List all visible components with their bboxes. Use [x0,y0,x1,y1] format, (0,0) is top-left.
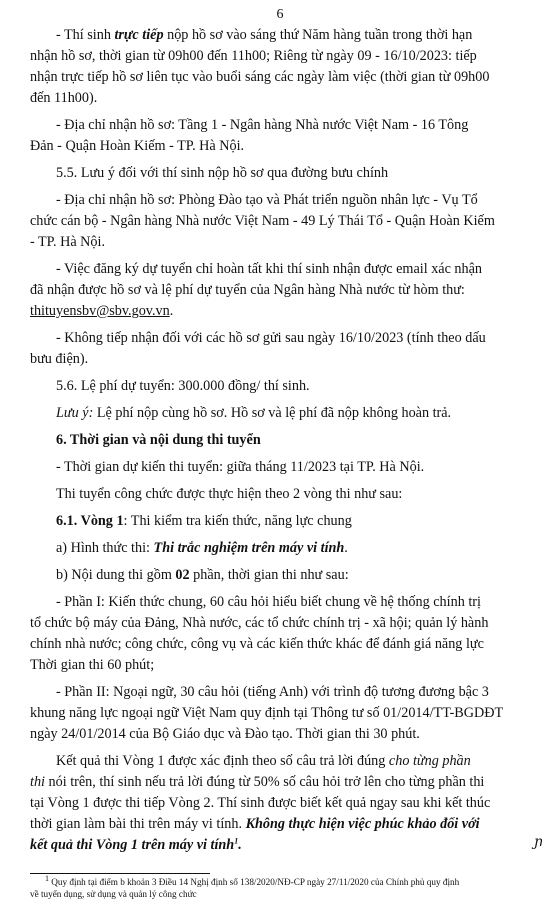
note-label: Lưu ý: [56,405,94,421]
paragraph-exam-content [30,565,560,586]
text: b) Nội dung thi gồm [56,567,176,583]
text: nhận trực tiếp hồ sơ liên tục vào buổi sáng các ngày làm việc (thời gian từ 09h00 [30,69,490,85]
text: . [344,540,348,556]
paragraph-note [30,403,560,424]
emphasis: cho từng phần [388,753,471,769]
text: - Địa chỉ nhận hồ sơ: Phòng Đào tạo và Phát triển nguồn nhân lực - Vụ Tổ [56,192,478,208]
emphasis: thi [30,774,45,790]
text: bưu điện). [30,351,89,367]
paragraph-address-direct [30,115,560,157]
text: - Không tiếp nhận đối với các hồ sơ gửi sau ngày 16/10/2023 (tính theo dấu [56,330,486,346]
footnote-ref[interactable]: 1 [234,836,239,846]
text: đã nhận được hồ sơ và lệ phí dự tuyển của Ngân hàng Nhà nước từ hòm thư: [30,282,465,298]
text: - Phần I: Kiến thức chung, 60 câu hỏi hiểu biết chung về hệ thống chính trị [56,594,481,610]
emphasis-no-review: Không thực hiện việc phúc khảo đối với [245,816,480,832]
text: ngày 24/01/2014 của Bộ Giáo dục và Đào tạo. Thời gian thi 30 phút. [30,726,420,742]
footnote-number: 1 [45,873,49,883]
initials-mark: ɲ [534,834,544,850]
text: : Thi kiểm tra kiến thức, năng lực chung [123,513,352,529]
section-5-6-fee: 5.6. Lệ phí dự tuyển: 300.000 đồng/ thí sinh. [56,378,310,394]
paragraph-round-1-result [30,751,560,856]
text: thời gian làm bài thi trên máy vi tính. [30,816,246,832]
text: chức cán bộ - Ngân hàng Nhà nước Việt Nam - 49 Lý Thái Tổ - Quận Hoàn Kiếm [30,213,495,229]
paragraph-exam-time: - Thời gian dự kiến thi tuyển: giữa tháng 11/2023 tại TP. Hà Nội. [56,459,425,475]
paragraph-part-1 [30,592,560,676]
round-1-label: 6.1. Vòng 1 [56,513,124,529]
paragraph-exam-format [30,538,560,559]
footnote-line: về tuyển dụng, sử dụng và quản lý công chức [30,889,197,899]
section-6-1-heading [30,511,560,532]
text: Thời gian thi 60 phút; [30,657,155,673]
section-6-heading: 6. Thời gian và nội dung thi tuyển [56,432,261,448]
exam-format-emphasis: Thi trắc nghiệm trên máy vi tính [153,540,345,556]
text: - Phần II: Ngoại ngữ, 30 câu hỏi (tiếng Anh) với trình độ tương đương bậc 3 [56,684,489,700]
text: đến 11h00). [30,90,98,106]
text: phần, thời gian thi như sau: [189,567,349,583]
emphasis-no-review: kết quả thi Vòng 1 trên máy vi tính [30,837,235,853]
text: . [238,837,242,853]
text: nộp hồ sơ vào sáng thứ Năm hàng tuần trong thời hạn [163,27,473,43]
document-body [30,25,560,862]
paragraph-direct-submission [30,25,560,109]
text: Lệ phí nộp cùng hồ sơ. Hồ sơ và lệ phí đã nộp không hoàn trả. [93,405,452,421]
text: nhận hồ sơ, thời gian từ 09h00 đến 11h00; Riêng từ ngày 09 - 16/10/2023: tiếp [30,48,477,64]
text: tại Vòng 1 được thi tiếp Vòng 2. Thí sinh được biết kết quả ngay sau khi kết thúc [30,795,491,811]
text: Kết quả thi Vòng 1 được xác định theo số câu trả lời đúng [56,753,389,769]
email-link[interactable]: thituyensbv@sbv.gov.vn [30,303,170,319]
text: - TP. Hà Nội. [30,234,106,250]
text: - Địa chỉ nhận hồ sơ: Tầng 1 - Ngân hàng Nhà nước Việt Nam - 16 Tông [56,117,469,133]
text: nói trên, thí sinh nếu trả lời đúng từ 50% số câu hỏi trở lên cho từng phần thi [44,774,485,790]
paragraph-part-2 [30,682,560,745]
text: a) Hình thức thi: [56,540,154,556]
text: Quy định tại điểm b khoản 3 Điều 14 Nghị định số 138/2020/NĐ-CP ngày 27/11/2020 của Chính phủ quy định [49,877,460,887]
text: - Thí sinh [56,27,115,43]
text: . [169,303,174,319]
footnote-line [30,873,558,888]
paragraph-two-rounds: Thi tuyển công chức được thực hiện theo 2 vòng thi như sau: [56,486,403,502]
text: Đản - Quận Hoàn Kiếm - TP. Hà Nội. [30,138,245,154]
paragraph-address-postal [30,190,560,253]
text: tổ chức bộ máy của Đảng, Nhà nước, các tổ chức chính trị - xã hội; quản lý hành [30,615,489,631]
footnote [30,873,558,900]
footnote-divider [30,873,210,874]
paragraph-email-confirmation [30,259,560,322]
parts-count: 02 [175,567,190,583]
text: - Việc đăng ký dự tuyển chỉ hoàn tất khi thí sinh nhận được email xác nhận [56,261,483,277]
emphasis-direct: trực tiếp [114,27,164,43]
section-5-5-heading: 5.5. Lưu ý đối với thí sinh nộp hồ sơ qua đường bưu chính [56,165,389,181]
page-number: 6 [276,7,284,22]
text: chính nhà nước; công chức, công vụ và các kiến thức khác để đánh giá năng lực [30,636,484,652]
text: khung năng lực ngoại ngữ Việt Nam quy định tại Thông tư số 01/2014/TT-BGDĐT [30,705,504,721]
paragraph-deadline [30,328,560,370]
